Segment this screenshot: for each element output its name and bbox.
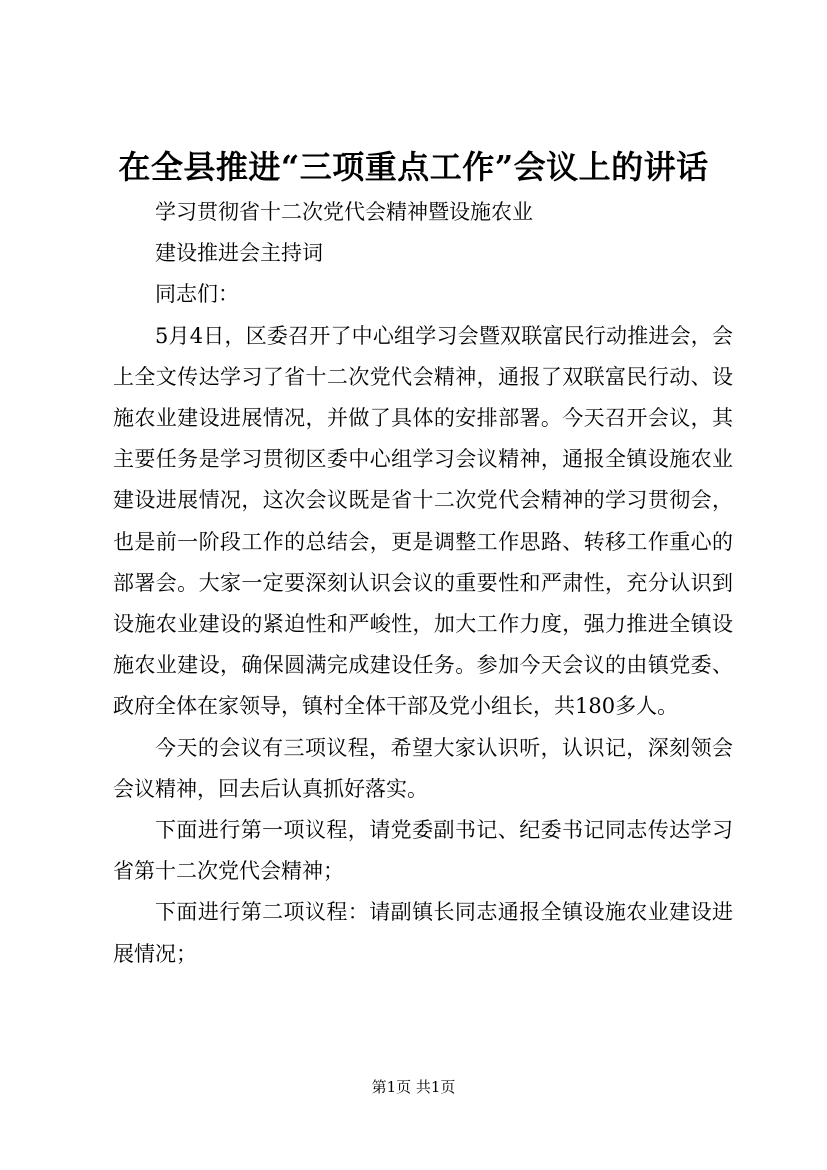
salutation: 同志们： bbox=[155, 282, 239, 307]
paragraph-agenda-intro: 今天的会议有三项议程，希望大家认识听，认识记，深刻领会会议精神，回去后认真抓好落实。 bbox=[113, 735, 733, 801]
subtitle-line-1: 学习贯彻省十二次党代会精神暨设施农业 bbox=[155, 200, 533, 224]
document-title: 在全县推进“三项重点工作”会议上的讲话 bbox=[118, 148, 709, 186]
paragraph-meeting-background: 5月4日，区委召开了中心组学习会暨双联富民行动推进会，会上全文传达学习了省十二次党代会精神，通报了双联富民行动、设施农业建设进展情况，并做了具体的安排部署。今天召开会议，其主要任务是学习贯彻区委中心组学习会议精神，通报全镇设施农业建设进展情况，这次会议既是省十二次党代会精神的学习贯彻会，也是前一阶段工作的总结会，更是调整工作思路、转移工作重心的部署会。大家一定要深刻认识会议的重要性和严肃性，充分认识到设施农业建设的紧迫性和严峻性，加大工作力度，强力推进全镇设施农业建设，确保圆满完成建设任务。参加今天会议的由镇党委、政府全体在家领导，镇村全体干部及党小组长，共180多人。 bbox=[113, 323, 733, 719]
paragraph-agenda-item-2: 下面进行第二项议程：请副镇长同志通报全镇设施农业建设进展情况； bbox=[113, 900, 733, 966]
subtitle-line-2: 建设推进会主持词 bbox=[155, 241, 323, 266]
page-number-label: 第1页 共1页 bbox=[371, 1078, 456, 1096]
document-body bbox=[113, 192, 733, 975]
page-footer bbox=[0, 1076, 827, 1098]
paragraph-agenda-item-1: 下面进行第一项议程，请党委副书记、纪委书记同志传达学习省第十二次党代会精神； bbox=[113, 818, 733, 884]
